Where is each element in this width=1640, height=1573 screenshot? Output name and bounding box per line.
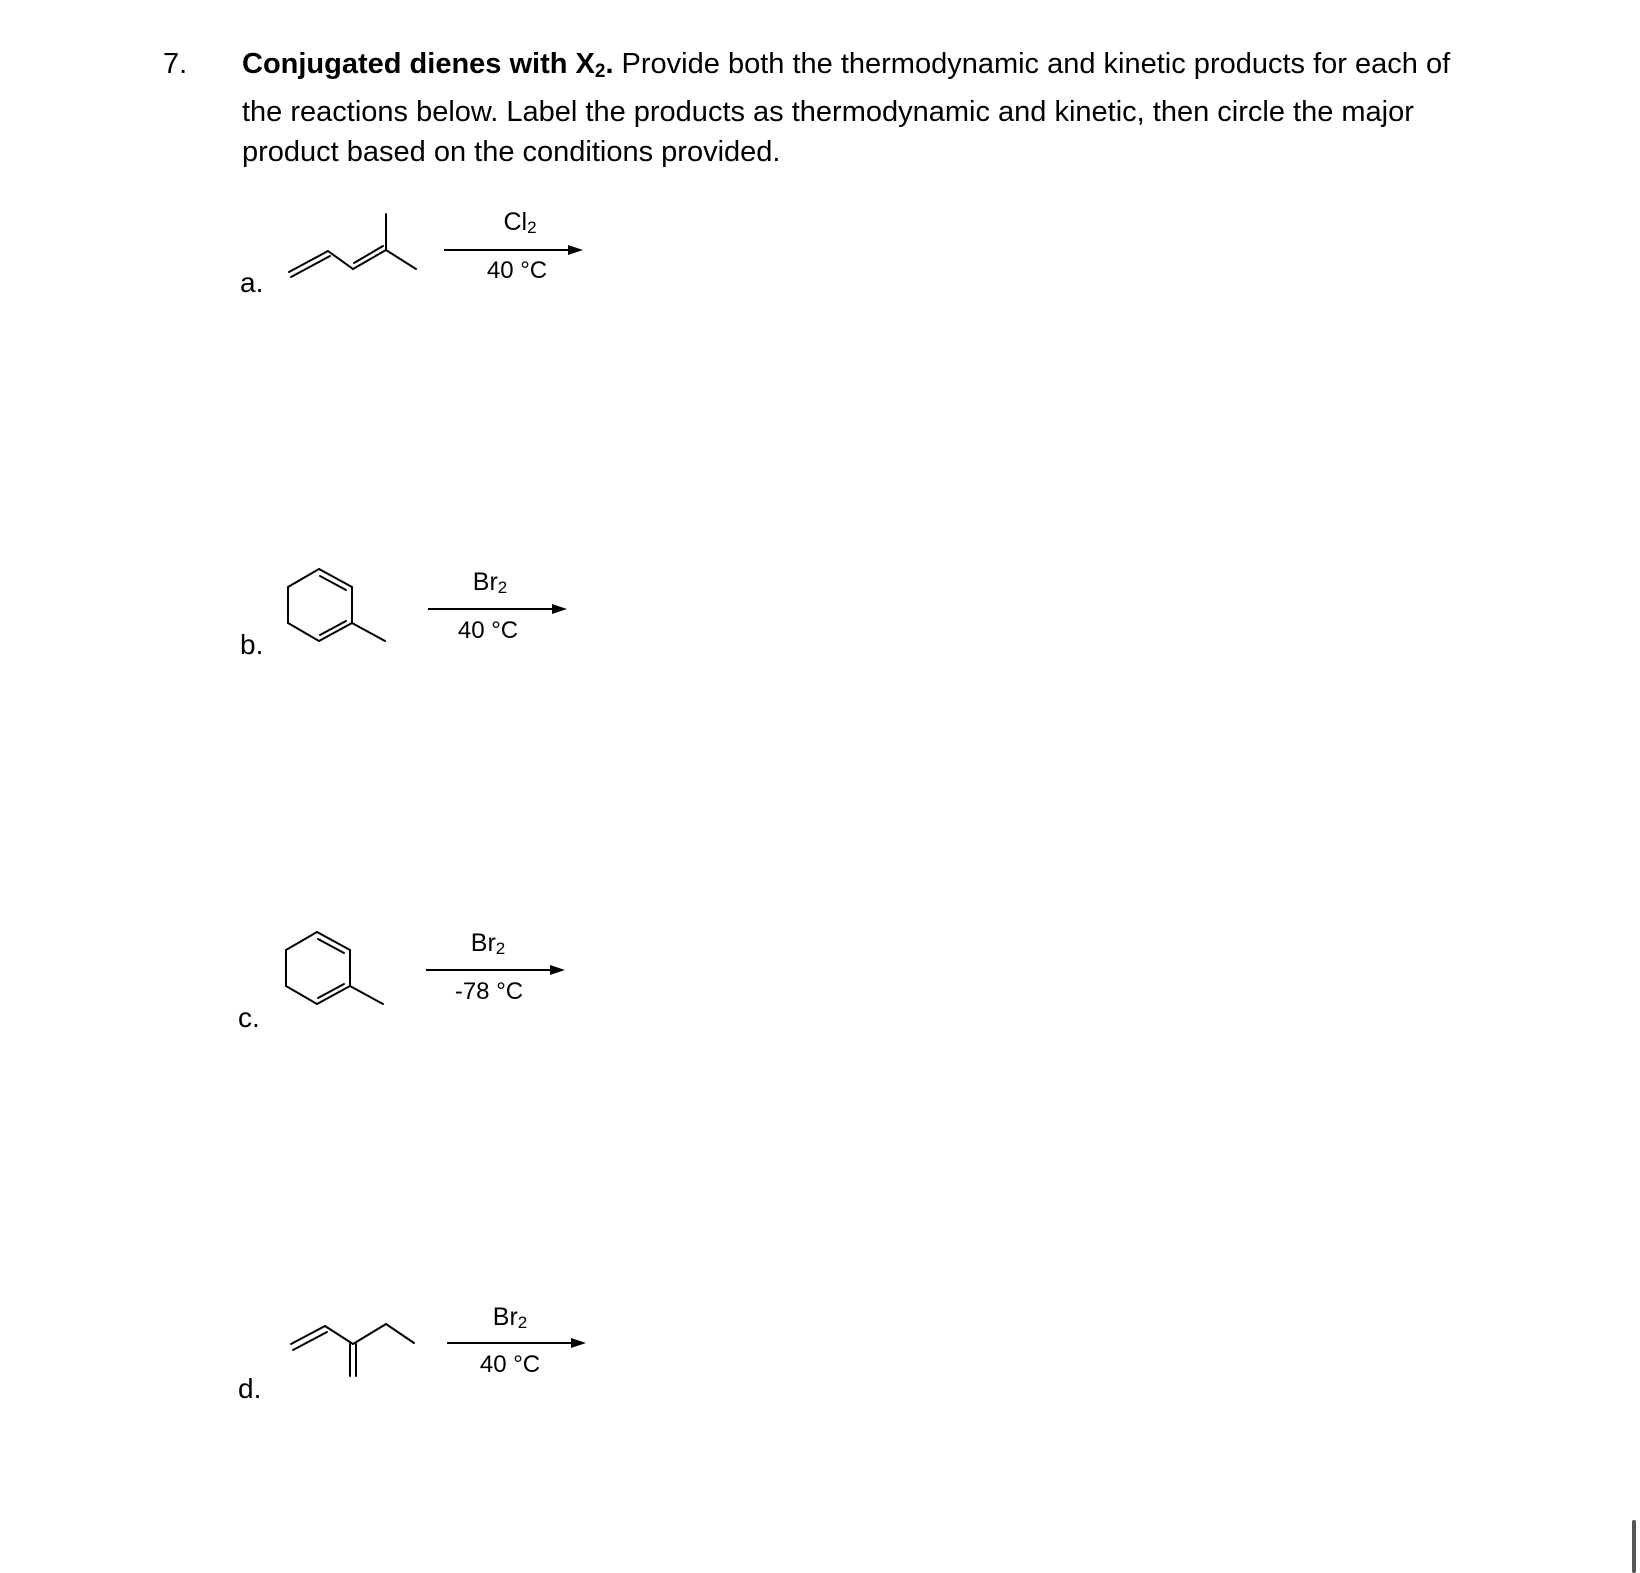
reaction-c-reagent xyxy=(408,929,568,963)
scrollbar[interactable] xyxy=(1632,1520,1636,1573)
reaction-a-substrate xyxy=(280,205,430,285)
reaction-b-letter: b. xyxy=(240,629,264,660)
reaction-c-condition: -78 °C xyxy=(454,978,524,1005)
reaction-c-reagent-symbol: Br xyxy=(470,929,496,957)
reaction-b-reagent xyxy=(410,568,570,602)
reaction-c-substrate xyxy=(280,928,390,1013)
reaction-d-substrate xyxy=(283,1308,433,1383)
reaction-b-condition: 40 °C xyxy=(457,617,519,644)
reaction-a-reagent-symbol: Cl xyxy=(503,208,528,236)
reaction-b-reagent-symbol: Br xyxy=(472,568,498,596)
reaction-c-letter: c. xyxy=(238,1002,260,1033)
question-body: Provide both the thermodynamic and kinetic products for each of the reactions below. Label the products as thermodynamic and kinetic, then circle the major product based on the conditions provided. xyxy=(242,48,1451,168)
reaction-c-arrow-icon xyxy=(426,964,566,976)
reaction-d-reagent-subscript: 2 xyxy=(517,1313,528,1332)
question-title xyxy=(242,48,614,80)
reaction-a-letter: a. xyxy=(240,267,264,298)
reaction-d-letter: d. xyxy=(238,1373,262,1404)
reaction-d-reagent xyxy=(430,1303,590,1337)
reaction-b-reagent-subscript: 2 xyxy=(497,578,508,597)
reaction-d-condition: 40 °C xyxy=(479,1351,541,1378)
question-title-subscript: 2 xyxy=(594,61,606,82)
reaction-a-reagent xyxy=(440,208,600,242)
reaction-b-substrate xyxy=(282,565,392,650)
question-7 xyxy=(163,44,1453,172)
reaction-c-reagent-subscript: 2 xyxy=(495,939,506,958)
reaction-a-reagent-subscript: 2 xyxy=(527,218,537,237)
question-title-main: Conjugated dienes with X xyxy=(242,48,595,80)
reaction-a-arrow-icon xyxy=(444,244,584,256)
question-title-end: . xyxy=(605,48,614,80)
reaction-d-reagent-symbol: Br xyxy=(492,1303,518,1331)
reaction-a-condition: 40 °C xyxy=(486,257,548,284)
question-text xyxy=(242,44,1453,172)
question-number: 7. xyxy=(163,48,188,80)
reaction-b-arrow-icon xyxy=(428,603,568,615)
reaction-d-arrow-icon xyxy=(447,1337,587,1349)
